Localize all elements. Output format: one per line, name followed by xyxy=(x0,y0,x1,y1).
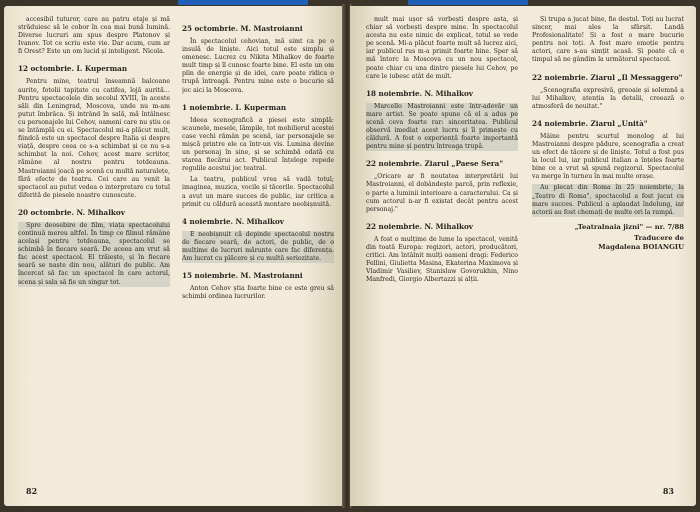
diary-entry-heading: 22 noiembrie. N. Mihalkov xyxy=(366,221,473,231)
paragraph: Anton Cehov știa foarte bine ce este greu să schimbi ordinea lucrurilor. xyxy=(182,285,334,301)
diary-entry-heading: 22 noiembrie. Ziarul „Paese Sera" xyxy=(366,159,504,169)
paragraph: În spectacolul cehovian, mă simt ca pe o insulă de liniște. Aici totul este simplu și omenesc. Lucrez cu Nikita Mihalkov de foarte mult timp și îl cunosc foarte bine. El este un om plin de energie și de idei, care poate ridica o trupă întreagă. Pentru mine este o bucurie să joc aici la Moscova. xyxy=(182,38,334,94)
paragraph: Pentru mine, teatrul înseamnă balcoane aurite, fotolii tapițate cu catifea, lojă aurită… Pentru spectacolele din secolul XVIII, în aceste săli din Leningrad, Moscova, unde nu m-am putut îmbrăca. Și intrând în sală, mă întâlnesc cu personajele lui Cehov, oameni care nu știu ce se întâmplă cu ei. Spectacolul mi-a plăcut mult, fiindcă este un spectacol despre Italia și despre viață, despre ceea ce s-a schimbat și ce nu s-a schimbat la noi. Cehov, acest mare scriitor, rămâne al nostru pentru totdeauna. Mastroianni joacă pe scenă cu multă naturalețe, fără efecte de teatru. Cei care au venit la spectacol au putut vedea o interpretare cu totul diferită de piesele noastre cunoscute. xyxy=(18,78,170,199)
highlighted-paragraph: Spre deosebire de film, viața spectacolului continuă mereu altfel. În timp ce filmul rămâne același pentru totdeauna, spectacolul se schimbă în fiecare seară. De aceea am vrut să fac acest spectacol. El trăiește, și în fiecare seară se naște din nou, alături de public. Am încercat să fac un spectacol în care actorul, scena și sala să fie un singur tot. xyxy=(18,221,170,286)
highlighted-paragraph: E neobișnuit că depinde spectacolul nostru de fiecare seară, de actori, de public, de o mulțime de lucruri mărunte care fac diferența. Am lucrat cu plăcere și cu multă seriozitate. xyxy=(182,230,334,262)
left-page xyxy=(4,6,344,506)
diary-entry-heading: 22 noiembrie. Ziarul „Il Messaggero" xyxy=(532,72,683,82)
page-number: 82 xyxy=(26,486,38,496)
diary-entry-heading: 1 noiembrie. I. Kuperman xyxy=(182,102,287,112)
paragraph: Și trupa a jucat bine, fie destul. Toți au lucrat sincer, mai ales la sfârșit. Landă Profesionalitate! Și a fost o mare bucurie pentru noi toți. A fost mare emoție pentru actori, care s-au simțit acasă. Și poate că e timpul să ne gândim la următorul spectacol. xyxy=(532,16,684,64)
right-column-1 xyxy=(366,16,518,287)
blue-tab-marker-right xyxy=(408,0,528,5)
translator-label: Traducere de xyxy=(633,233,684,242)
paragraph: Mâine pentru scurtul monolog al lui Mastroianni despre pădure, scenografia a creat un efect de tăcere și de liniște. Totul a fost pus la locul lui, iar publicul italian a înțeles foarte bine ce a vrut să spună regizorul. Spectacolul va merge în turneu în mai multe orașe. xyxy=(532,132,684,181)
highlighted-paragraph: Marcello Mastroianni este într-adevăr un mare artist. Se poate spune că el a adus pe scenă ceva foarte rar: sinceritatea. Publicul observă imediat acest lucru și îl primește cu căldură. A fost o experiență foarte importantă pentru mine și pentru întreaga trupă. xyxy=(366,102,518,151)
page-number: 83 xyxy=(662,486,674,496)
paragraph: A fost o mulțime de lume la spectacol, venită din toată Europa: regizori, actori, producători, critici. Am întâlnit mulți oameni dragi: Federico Fellini, Giulietta Masina, Ekaterina Maximova și Vladimir Vasiliev, Stanislaw Govorukhin, Nino Manfredi, Giorgio Albertazzi și alții. xyxy=(366,235,518,284)
blue-tab-marker xyxy=(178,0,308,5)
translator-name: Magdalena BOIANGIU xyxy=(598,242,684,251)
paragraph: La teatru, publicul vrea să vadă totul; imaginea, muzica, vocile și tăcerile. Spectacolul a avut un mare succes de public, iar critica a primit cu căldură această montare neobișnuită. xyxy=(182,176,334,208)
left-column-1 xyxy=(18,16,170,290)
left-column-2 xyxy=(182,16,334,304)
diary-entry-heading: 4 noiembrie. N. Mihalkov xyxy=(182,216,284,226)
paragraph: „Scenografia expresivă, greoaie și solemnă a lui Mihalkov, atenția la detalii, creează o atmosferă de neuitat." xyxy=(532,86,684,110)
paragraph: accesibil tuturor, care au patru etaje și mă străduiesc să le cobor în cea mai bună lumină. Diverse lucruri am spus despre Platonov și Ivanov. Tot ce scriu este vie. Dar acum, cum ar fi Orest? Este un om lucid și inteligent. Nicola. xyxy=(18,16,170,56)
diary-entry-heading: 25 octombrie. M. Mastroianni xyxy=(182,24,303,33)
paragraph: mult mai ușor să vorbești despre asta, și chiar să vorbești despre mine. În spectacolul acesta nu este nimic de explicat, totul se vede pe scenă. Mi-a plăcut foarte mult să lucrez aici, iar publicul rus m-a primit foarte bine. Sper să mă întorc la Moscova cu un nou spectacol, poate chiar cu una dintre piesele lui Cehov, pe care le iubesc atât de mult. xyxy=(366,16,518,80)
diary-entry-heading: 12 octombrie. I. Kuperman xyxy=(18,64,128,74)
diary-entry-heading: 24 noiembrie. Ziarul „Unità" xyxy=(532,118,648,128)
right-column-2 xyxy=(532,16,684,252)
right-page xyxy=(350,6,696,506)
paragraph: „Oricare ar fi noutatea interpretării lui Mastroianni, el dobândește parcă, prin reflexie, o parte a luminii interioare a caracterului. Ca și cum actorul n-ar fi existat decât pentru acest personaj." xyxy=(366,173,518,213)
diary-entry-heading: 18 noiembrie. N. Mihalkov xyxy=(366,88,473,98)
diary-entry-heading: 15 noiembrie. M. Mastroianni xyxy=(182,271,303,281)
paragraph: Ideea scenografică a piesei este simplă: scaunele, mesele, lămpile, tot mobilierul acestei case vechi rămân pe scenă, iar personajele se mișcă printre ele ca într-un vis. Lumina devine un personaj în sine, și se schimbă odată cu starea fiecărui act. Publicul înțelege repede regulile acestui joc teatral. xyxy=(182,116,334,173)
diary-entry-heading: 20 octombrie. N. Mihalkov xyxy=(18,207,125,217)
source-citation: „Teatralnaia jizni" — nr. 7/88 xyxy=(574,222,684,231)
highlighted-paragraph: Au plecat din Roma în 25 noiembrie, la „Teatro di Roma", spectacolul a fost jucat cu mare succes. Publicul a aplaudat îndelung, iar actorii au fost chemați de multe ori la rampă. xyxy=(532,184,684,216)
